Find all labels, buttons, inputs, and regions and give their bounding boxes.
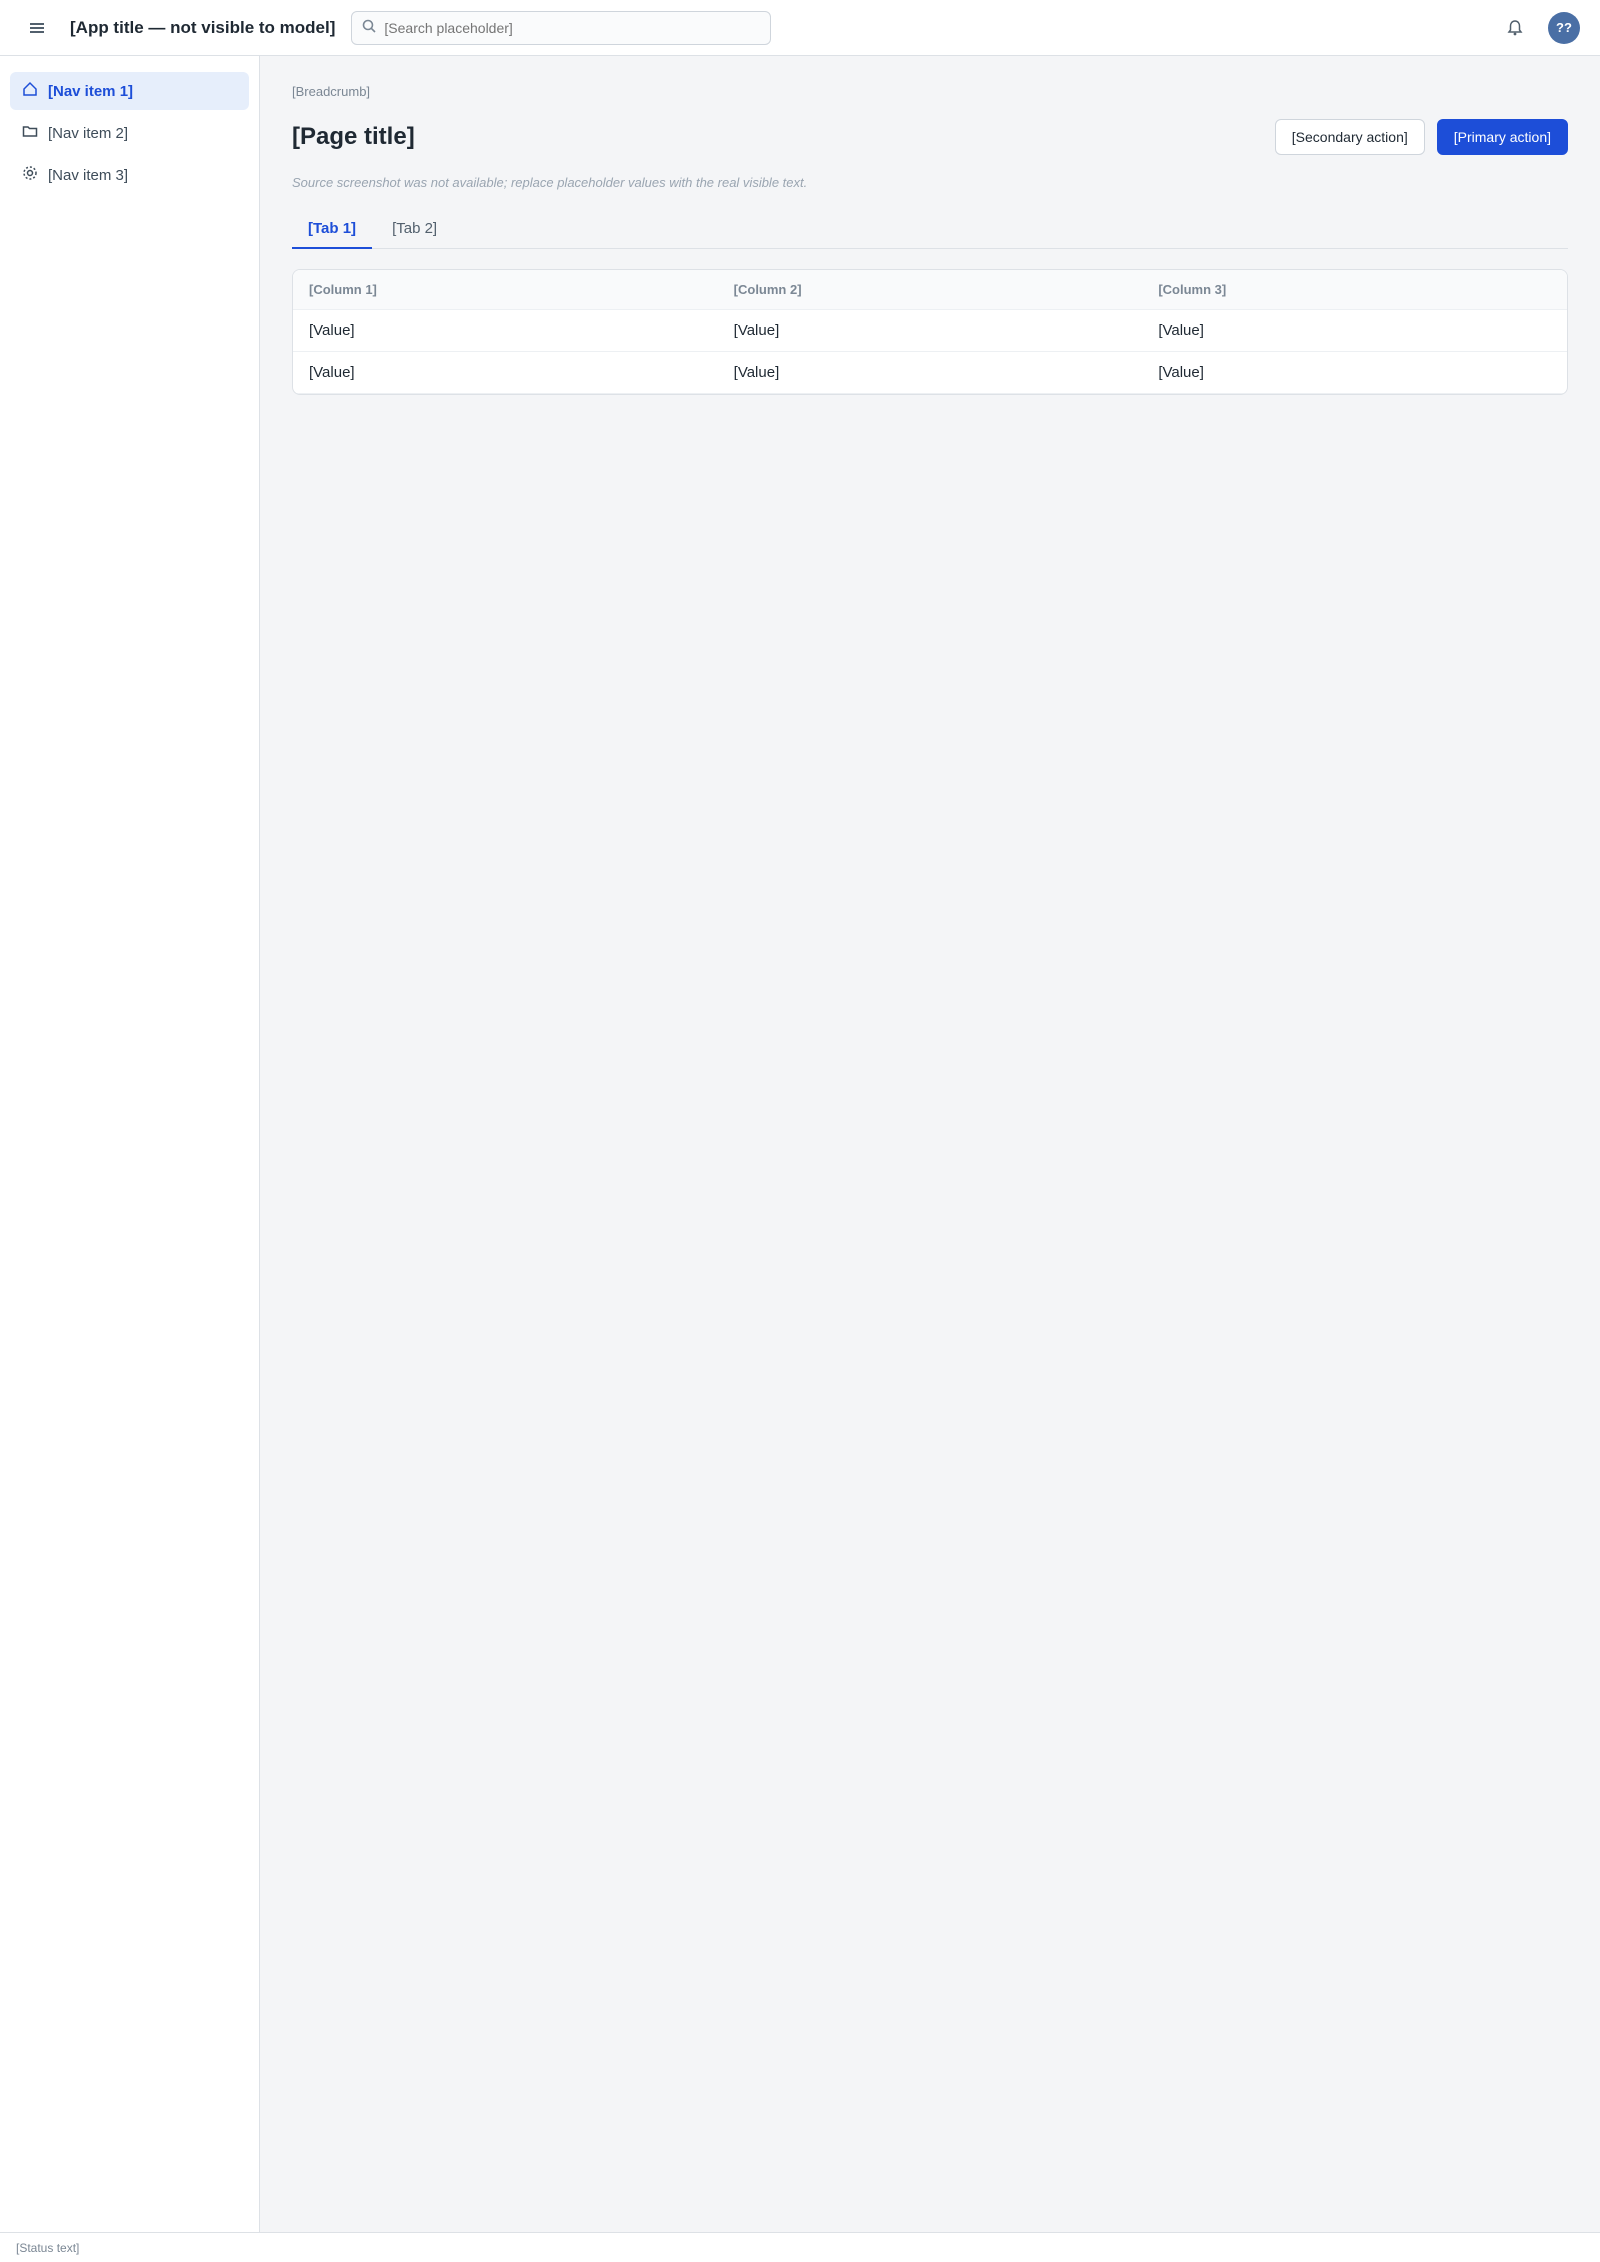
table-cell: [Value] [293, 310, 718, 352]
secondary-action-button[interactable]: [Secondary action] [1275, 119, 1425, 155]
tab-1[interactable]: [Tab 1] [292, 210, 372, 249]
body-row [0, 56, 1600, 2232]
app-title: [App title — not visible to model] [70, 17, 336, 37]
status-text: [Status text] [16, 2240, 80, 2255]
data-table-card [292, 269, 1568, 395]
page-title: [Page title] [292, 123, 415, 150]
data-table [293, 270, 1567, 394]
settings-icon [22, 165, 38, 185]
table-row[interactable] [293, 310, 1567, 352]
page-header [292, 119, 1568, 155]
table-cell: [Value] [293, 352, 718, 394]
table-row[interactable] [293, 352, 1567, 394]
home-icon [22, 81, 38, 101]
folder-icon [22, 123, 38, 143]
column-header[interactable]: [Column 1] [293, 270, 718, 310]
avatar[interactable]: ?? [1548, 12, 1580, 44]
sidebar-item-2[interactable] [10, 114, 249, 152]
status-bar [0, 2232, 1600, 2262]
table-cell: [Value] [718, 310, 1143, 352]
breadcrumb[interactable]: [Breadcrumb] [292, 84, 371, 99]
sidebar-item-1[interactable] [10, 72, 249, 110]
primary-action-button[interactable]: [Primary action] [1437, 119, 1568, 155]
search-input[interactable] [384, 20, 760, 36]
table-header-row [293, 270, 1567, 310]
menu-icon[interactable] [20, 11, 54, 45]
column-header[interactable]: [Column 2] [718, 270, 1143, 310]
search-box[interactable] [351, 11, 771, 45]
bell-icon[interactable] [1498, 11, 1532, 45]
sidebar [0, 56, 260, 2232]
sidebar-item-label: [Nav item 2] [48, 124, 129, 142]
search-icon [362, 19, 376, 37]
sidebar-item-3[interactable] [10, 156, 249, 194]
table-cell: [Value] [718, 352, 1143, 394]
sidebar-item-label: [Nav item 1] [48, 82, 134, 100]
table-cell: [Value] [1142, 352, 1567, 394]
main-content [260, 56, 1600, 2232]
tab-bar [292, 210, 1568, 249]
top-bar [0, 0, 1600, 56]
placeholder-note: Source screenshot was not available; replace placeholder values with the real visible text. [292, 175, 808, 190]
tab-2[interactable]: [Tab 2] [392, 220, 438, 237]
sidebar-item-label: [Nav item 3] [48, 166, 129, 184]
table-cell: [Value] [1142, 310, 1567, 352]
column-header[interactable]: [Column 3] [1142, 270, 1567, 310]
